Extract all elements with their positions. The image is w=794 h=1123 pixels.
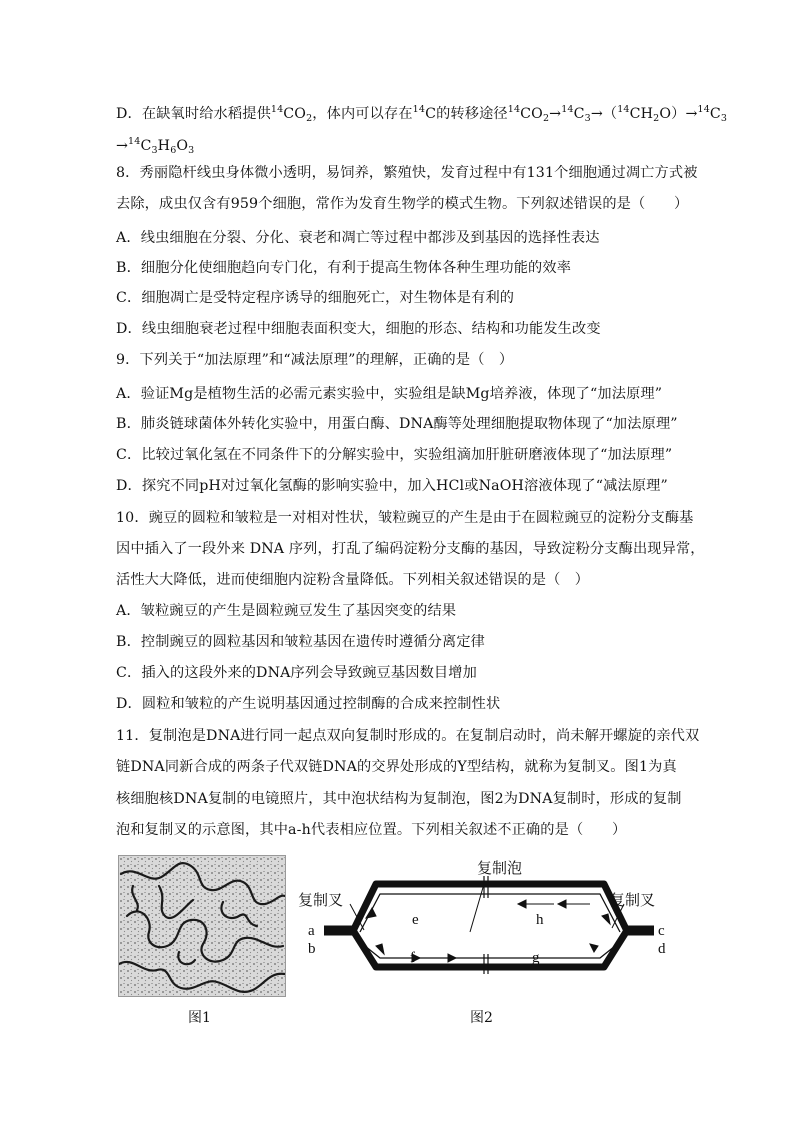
q8-option-b: B．细胞分化使细胞趋向专门化，有利于提高生物体各种生理功能的效率 bbox=[116, 260, 572, 276]
point-label-a: a bbox=[308, 923, 315, 939]
c3-text: C bbox=[573, 106, 585, 122]
subscript-3: 3 bbox=[584, 113, 591, 124]
superscript-14: 14 bbox=[412, 104, 426, 115]
superscript-14: 14 bbox=[697, 104, 710, 115]
label-fork-left: 复制叉 bbox=[298, 893, 344, 909]
q8-stem-line1: 8．秀丽隐杆线虫身体微小透明，易饲养，繁殖快，发育过程中有131个细胞通过凋亡方式被 bbox=[116, 165, 698, 181]
q10-stem-line2: 因中插入了一段外来 DNA 序列，打乱了编码淀粉分支酶的基因，导致淀粉分支酶出现异常， bbox=[116, 541, 705, 557]
q11-stem-line2: 链DNA同新合成的两条子代双链DNA的交界处形成的Y型结构，就称为复制叉。图1为真 bbox=[116, 759, 677, 775]
paren: （ bbox=[602, 106, 618, 122]
superscript-14: 14 bbox=[507, 104, 521, 115]
q7d-text-path: C的转移途径 bbox=[425, 106, 508, 122]
q10-stem-line1: 10．豌豆的圆粒和皱粒是一对相对性状，皱粒豌豆的产生是由于在圆粒豌豆的淀粉分支酶基 bbox=[116, 510, 694, 526]
micrograph-image bbox=[118, 855, 286, 997]
micrograph-svg bbox=[119, 856, 285, 996]
c-text: C bbox=[140, 138, 152, 154]
point-label-f: f bbox=[410, 950, 415, 966]
label-replication-bubble: 复制泡 bbox=[477, 861, 523, 877]
point-label-d: d bbox=[658, 941, 666, 957]
point-label-c: c bbox=[658, 923, 665, 939]
arrow-glyph: → bbox=[116, 138, 129, 154]
q8-option-c: C．细胞凋亡是受特定程序诱导的细胞死亡，对生物体是有利的 bbox=[116, 290, 515, 306]
q11-stem-line3: 核细胞核DNA复制的电镜照片，其中泡状结构为复制泡，图2为DNA复制时，形成的复制 bbox=[116, 791, 682, 807]
superscript-14: 14 bbox=[270, 104, 284, 115]
q11-stem-line1: 11．复制泡是DNA进行同一起点双向复制时形成的。在复制启动时，尚未解开螺旋的亲代双 bbox=[116, 728, 700, 744]
q7d-text-mid: ，体内可以存在 bbox=[312, 106, 413, 122]
ch2o-text: CH bbox=[629, 106, 654, 122]
q9-option-b: B．肺炎链球菌体外转化实验中，用蛋白酶、DNA酶等处理细胞提取物体现了“加法原理” bbox=[116, 416, 678, 432]
arrow-glyph: → bbox=[590, 106, 603, 122]
figure2-caption: 图2 bbox=[470, 1010, 493, 1026]
q8-option-a: A．线虫细胞在分裂、分化、衰老和凋亡等过程中都涉及到基因的选择性表达 bbox=[116, 230, 600, 246]
replication-svg bbox=[294, 854, 680, 974]
point-label-b: b bbox=[308, 941, 316, 957]
o-text: O bbox=[176, 138, 189, 154]
q10-option-c: C．插入的这段外来的DNA序列会导致豌豆基因数目增加 bbox=[116, 665, 477, 681]
point-label-g: g bbox=[532, 950, 540, 966]
c3-text: C bbox=[709, 106, 721, 122]
label-fork-right: 复制叉 bbox=[610, 893, 656, 909]
q7d-text: D．在缺氧时给水稻提供 bbox=[116, 106, 271, 122]
q9-option-a: A．验证Mg是植物生活的必需元素实验中，实验组是缺Mg培养液，体现了“加法原理” bbox=[116, 386, 663, 402]
point-label-h: h bbox=[536, 912, 544, 928]
q10-option-d: D．圆粒和皱粒的产生说明基因通过控制酶的合成来控制性状 bbox=[116, 696, 501, 712]
q10-option-a: A．皱粒豌豆的产生是圆粒豌豆发生了基因突变的结果 bbox=[116, 603, 457, 619]
q9-option-c: C．比较过氧化氢在不同条件下的分解实验中，实验组滴加肝脏研磨液体现了“加法原理” bbox=[116, 447, 673, 463]
lower-new-strand bbox=[360, 942, 620, 958]
subscript-3: 3 bbox=[151, 145, 158, 156]
q7-option-d bbox=[116, 100, 728, 129]
q9-option-d: D．探究不同pH对过氧化氢酶的影响实验中，加入HCl或NaOH溶液体现了“减法原理” bbox=[116, 478, 668, 494]
q9-stem: 9．下列关于“加法原理”和“减法原理”的理解，正确的是（ ） bbox=[116, 352, 514, 368]
q11-stem-line4: 泡和复制叉的示意图，其中a-h代表相应位置。下列相关叙述不正确的是（ ） bbox=[116, 822, 627, 838]
figure1-caption: 图1 bbox=[188, 1010, 211, 1026]
superscript-14: 14 bbox=[617, 104, 630, 115]
q10-stem-line3: 活性大大降低，进而使细胞内淀粉含量降低。下列相关叙述错误的是（ ） bbox=[116, 572, 590, 588]
subscript-3: 3 bbox=[188, 145, 195, 156]
q8-stem-line2: 去除，成虫仅含有959个细胞，常作为发育生物学的模式生物。下列叙述错误的是（ ） bbox=[116, 196, 689, 212]
upper-new-strand bbox=[360, 894, 620, 932]
subscript-2: 2 bbox=[653, 113, 660, 124]
subscript-2: 2 bbox=[306, 113, 313, 124]
arrow-glyph: → bbox=[685, 106, 698, 122]
lower-parental-strand bbox=[324, 932, 654, 967]
replication-diagram bbox=[294, 854, 680, 974]
subscript-2: 2 bbox=[542, 113, 550, 124]
upper-arrows bbox=[366, 894, 610, 924]
subscript-6: 6 bbox=[170, 145, 177, 156]
q8-option-d: D．线虫细胞衰老过程中细胞表面积变大，细胞的形态、结构和功能发生改变 bbox=[116, 321, 601, 337]
origin-marks bbox=[484, 876, 488, 974]
q10-option-b: B．控制豌豆的圆粒基因和皱粒基因在遗传时遵循分离定律 bbox=[116, 634, 486, 650]
co2-text: CO bbox=[520, 106, 543, 122]
point-label-e: e bbox=[412, 912, 419, 928]
arrow-glyph: → bbox=[549, 106, 562, 122]
q7-option-d-cont bbox=[116, 132, 696, 161]
co2-text: CO bbox=[283, 106, 307, 122]
subscript-3: 3 bbox=[720, 113, 728, 124]
ch2o-tail: O） bbox=[659, 106, 686, 122]
superscript-14: 14 bbox=[128, 136, 141, 147]
superscript-14: 14 bbox=[561, 104, 574, 115]
h-text: H bbox=[157, 138, 171, 154]
bubble-leader-line bbox=[470, 884, 484, 932]
